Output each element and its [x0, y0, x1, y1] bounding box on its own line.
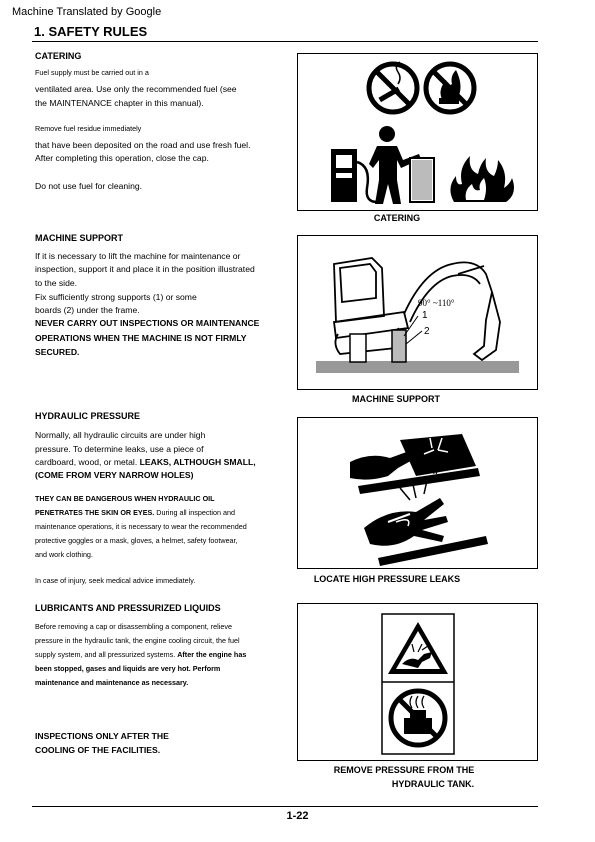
lubricants-line: supply system, and all pressurized systems. After the engine has — [35, 650, 247, 659]
bottom-rule — [32, 806, 538, 807]
pressurized-fluid-warning-icon — [388, 622, 448, 674]
catering-line: Do not use fuel for cleaning. — [35, 181, 143, 191]
hydraulic-figure — [297, 417, 538, 569]
support-line: inspection, support it and place it in the position illustrated — [35, 264, 255, 274]
lubricants-line: pressure in the hydraulic tank, the engine cooling circuit, the fuel — [35, 636, 240, 645]
machine-translated-note: Machine Translated by Google — [12, 6, 162, 18]
hydraulic-heading: HYDRAULIC PRESSURE — [35, 411, 141, 421]
support-warning: SECURED. — [35, 347, 80, 357]
hydraulic-line: In case of injury, seek medical advice immediately. — [35, 576, 196, 585]
ground — [316, 361, 519, 373]
catering-heading: CATERING — [35, 51, 82, 61]
lubricants-warning: INSPECTIONS ONLY AFTER THE — [35, 731, 169, 741]
support-line: to the side. — [35, 278, 78, 288]
hydraulic-line: PENETRATES THE SKIN OR EYES. During all inspection and — [35, 508, 235, 517]
support-warning: NEVER CARRY OUT INSPECTIONS OR MAINTENANCE — [35, 318, 260, 328]
lubricants-figure — [297, 603, 538, 761]
lubricants-caption-1: REMOVE PRESSURE FROM THE — [333, 765, 475, 775]
hydraulic-caption: LOCATE HIGH PRESSURE LEAKS — [313, 574, 461, 584]
callout-2: 2 — [424, 326, 430, 337]
catering-line: that have been deposited on the road and use fresh fuel. — [35, 140, 251, 150]
lubricants-caption-2: HYDRAULIC TANK. — [391, 779, 475, 789]
hydraulic-line: THEY CAN BE DANGEROUS WHEN HYDRAULIC OIL — [35, 494, 215, 503]
catering-line: the MAINTENANCE chapter in this manual). — [35, 98, 204, 108]
catering-line: Remove fuel residue immediately — [35, 124, 142, 133]
no-smoking-icon — [369, 62, 417, 112]
top-rule — [32, 41, 538, 42]
page-number: 1-22 — [286, 810, 309, 822]
hydraulic-line: cardboard, wood, or metal. LEAKS, ALTHOUGH SMALL, — [35, 457, 256, 467]
support-line: Fix sufficiently strong supports (1) or some — [35, 292, 197, 302]
catering-line: After completing this operation, close the cap. — [35, 153, 209, 163]
hydraulic-line: (COME FROM VERY NARROW HOLES) — [35, 470, 194, 480]
lubricants-line: been stopped, gases and liquids are very hot. Perform — [35, 664, 221, 673]
callout-1: 1 — [422, 310, 428, 321]
machine-support-figure — [297, 235, 538, 390]
section-title: 1. SAFETY RULES — [34, 24, 148, 39]
hydraulic-line: pressure. To determine leaks, use a piece of — [35, 444, 204, 454]
lubricants-line: maintenance and maintenance as necessary. — [35, 678, 189, 687]
hydraulic-line: and work clothing. — [35, 550, 93, 559]
lubricants-heading: LUBRICANTS AND PRESSURIZED LIQUIDS — [35, 603, 221, 613]
support-board — [392, 330, 406, 362]
no-open-hot-cap-icon — [391, 691, 445, 745]
catering-line: Fuel supply must be carried out in a — [35, 68, 149, 77]
lubricants-warning: COOLING OF THE FACILITIES. — [35, 745, 161, 755]
cardboard-leak-test-icon — [350, 434, 480, 494]
hydraulic-line: Normally, all hydraulic circuits are under high — [35, 430, 206, 440]
no-open-flame-icon — [426, 64, 474, 112]
catering-line: ventilated area. Use only the recommended fuel (see — [35, 84, 237, 94]
hydraulic-line: maintenance operations, it is necessary to wear the recommended — [35, 522, 247, 531]
support-line: If it is necessary to lift the machine for maintenance or — [35, 251, 241, 261]
catering-figure — [297, 53, 538, 211]
catering-caption: CATERING — [373, 213, 421, 223]
angle-label: 90° ~110° — [418, 298, 455, 308]
support-line: boards (2) under the frame. — [35, 305, 140, 315]
flames-icon — [450, 156, 514, 202]
support-warning: OPERATIONS WHEN THE MACHINE IS NOT FIRMLY — [35, 333, 247, 343]
machine-support-heading: MACHINE SUPPORT — [35, 233, 124, 243]
lubricants-line: Before removing a cap or disassembling a component, relieve — [35, 622, 232, 631]
fuel-pump-icon — [331, 149, 377, 202]
machine-support-caption: MACHINE SUPPORT — [351, 394, 440, 404]
hydraulic-line: protective goggles or a mask, gloves, a helmet, safety footwear, — [35, 536, 238, 545]
support-block — [350, 334, 366, 362]
fuel-drum-icon — [410, 158, 434, 202]
